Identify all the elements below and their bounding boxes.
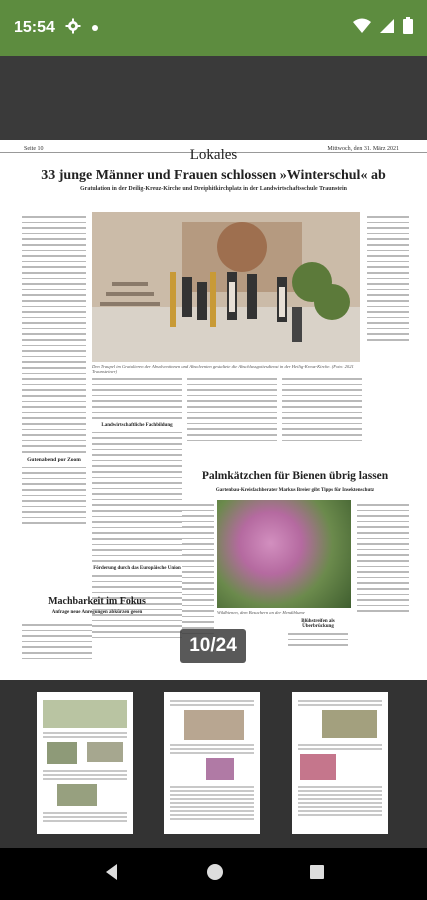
main-subheadline: Gratulation in der Deilig-Kreuz-Kirche und Dreiphitkirchplatz in der Landwirtschaftsschule Traunstein [80,186,347,192]
page-number-label: Seite 10 [24,146,44,152]
column-palm-right [357,500,409,616]
left-column-text [22,212,86,528]
column-machbarkeit [22,620,92,663]
subheading-b: Gutenabend por Zoom [27,456,81,463]
newspaper-page[interactable] [0,140,427,680]
article-columns [22,212,408,680]
main-headline: 33 junge Männer und Frauen schlossen »Winterschul« ab [41,168,386,183]
back-triangle-icon[interactable] [103,863,121,886]
thumbnail-page-9[interactable] [37,692,133,834]
subheadline-machbarkeit: Anfrage neue Anregungen abkürzen gesen [51,610,143,615]
wifi-icon [353,18,371,39]
middle-column-c [282,374,362,445]
column-bluehstreifen [288,617,348,650]
headline-machbarkeit: Machbarkeit im Fokus [48,596,146,607]
right-column-text [367,212,409,345]
headline-palmkaetzchen: Palmkätzchen für Bienen übrig lassen [201,470,389,482]
recents-square-icon[interactable] [309,864,325,885]
viewer-toolbar [0,56,427,140]
subheading-c: Förderung durch das Europäische Union [93,566,181,571]
status-bar [0,0,427,56]
paper-date: Mittwoch, den 31. März 2021 [327,146,399,152]
signal-icon [379,18,395,39]
subheading-a: Landwirtschaftliche Fachbildung [101,422,173,428]
photo2-caption: Wildbienen, dem Besuchern an der Hendiblume [217,610,305,615]
home-circle-icon[interactable] [206,863,224,886]
middle-column-b [187,374,277,445]
photo1-caption: Den Traupel im Gratulieren der Absolventinnen und Absolventen gestaltete die Abschlussgottesdienst in der Heilig-Kreuz-Kirche. (Foto: 2021 Traunsteiner) [92,364,354,374]
subheading-d: Blühstreifen als Überbrückung [301,619,335,629]
thumbnail-page-11[interactable] [292,692,388,834]
column-palm-left [182,500,214,638]
notification-dot-icon [91,19,99,37]
choir-photo [92,212,360,362]
gear-icon [65,18,81,39]
thumbnail-strip[interactable] [0,680,427,848]
section-title: Lokales [189,147,238,163]
subheadline-palmkaetzchen: Gartenbau-Kreisfachberater Markus Breier gibt Tipps für Insektenschutz [215,488,375,493]
system-nav-bar [0,848,427,900]
flower-photo [217,500,351,608]
thumbnail-page-10[interactable] [164,692,260,834]
page-indicator: 10/24 [180,629,246,663]
status-time: 15:54 [14,19,55,36]
battery-icon [403,17,413,39]
